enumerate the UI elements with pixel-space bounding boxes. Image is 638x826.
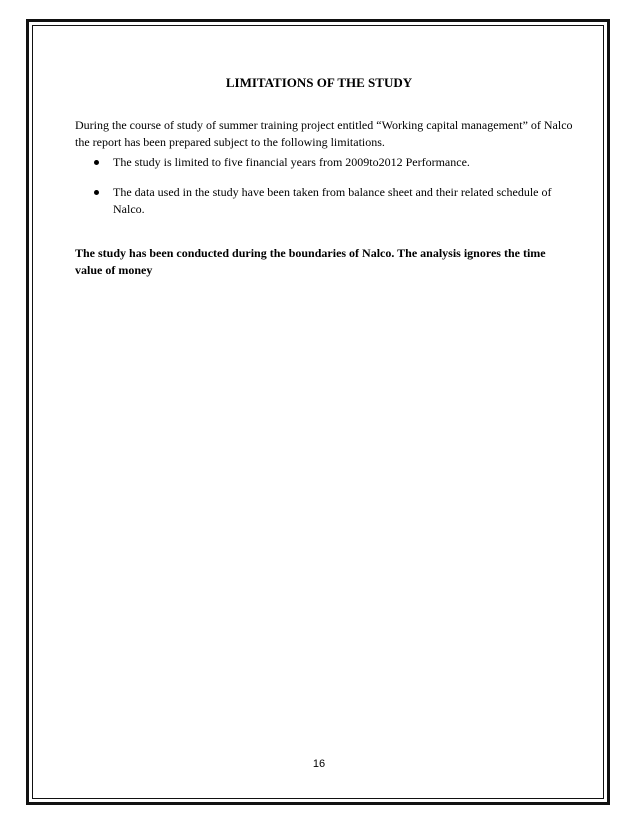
page-title: LIMITATIONS OF THE STUDY bbox=[225, 75, 413, 90]
bullet-icon bbox=[94, 160, 99, 165]
conclusion-paragraph: The study has been conducted during the boundaries of Nalco. The analysis ignores the time value of money bbox=[75, 246, 546, 277]
bullet-icon bbox=[94, 190, 99, 195]
intro-paragraph: During the course of study of summer training project entitled “Working capital management” of Nalco the report has been prepared subject to the following limitations. bbox=[75, 118, 573, 149]
page-number: 16 bbox=[312, 758, 326, 770]
list-item-text: The study is limited to five financial years from 2009to2012 Performance. bbox=[113, 155, 470, 169]
list-item bbox=[75, 154, 575, 171]
list-item-text: The data used in the study have been taken from balance sheet and their related schedule of Nalco. bbox=[113, 185, 552, 216]
list-item bbox=[75, 184, 575, 218]
limitations-list bbox=[75, 154, 575, 218]
